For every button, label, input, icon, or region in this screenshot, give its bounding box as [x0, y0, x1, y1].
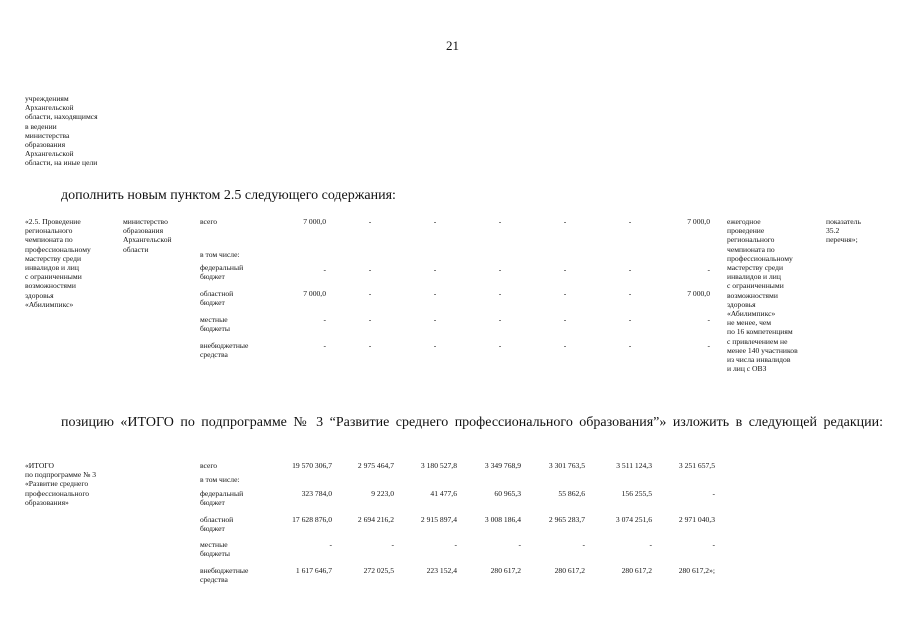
total-source-federal: федеральный бюджет [200, 489, 244, 508]
item-value-r4-c3: - [433, 315, 437, 324]
item-result: ежегодное проведение регионального чемпионата по профессиональному мастерству среди инвалидов и лиц с ограниченными возможностями здоровья «Абилимпикс» не менее, чем по 16 компетенциям с привлечением не менее 140 участников из числа инвалидов и лиц с ОВЗ [727, 217, 798, 374]
item-value-r2-c3: - [433, 265, 437, 274]
total-value-r1-c2: 2 975 464,7 [357, 461, 394, 470]
total-value-r3-c1: 17 628 876,0 [292, 515, 332, 524]
item-value-r2-c5: - [563, 265, 567, 274]
total-source-extrabudget: внебюджетные средства [200, 566, 249, 585]
item-source-including: в том числе: [200, 250, 240, 259]
item-value-r5-c1: - [323, 341, 326, 350]
item-source-regional: областной бюджет [200, 289, 234, 308]
total-value-r4-c4: - [518, 540, 521, 549]
item-value-r3-c3: - [433, 289, 437, 298]
total-value-r1-c3: 3 180 527,8 [420, 461, 457, 470]
total-value-r5-c6: 280 617,2 [621, 566, 652, 575]
paragraph-add-item: дополнить новым пунктом 2.5 следующего содержания: [61, 188, 396, 203]
item-value-r1-c6: - [628, 217, 632, 226]
item-value-r3-c4: - [498, 289, 502, 298]
total-value-r3-c4: 3 008 186,4 [484, 515, 521, 524]
item-value-r1-c1: 7 000,0 [303, 217, 326, 226]
item-value-r1-c5: - [563, 217, 567, 226]
item-value-r3-c5: - [563, 289, 567, 298]
item-value-r5-c5: - [563, 341, 567, 350]
page-number: 21 [446, 38, 459, 53]
item-source-local: местные бюджеты [200, 315, 230, 334]
item-value-r2-c4: - [498, 265, 502, 274]
item-value-r5-c4: - [498, 341, 502, 350]
item-value-r4-c2: - [368, 315, 372, 324]
item-value-r4-c7: - [707, 315, 710, 324]
item-executor: министерство образования Архангельской области [123, 217, 172, 254]
total-value-r3-c3: 2 915 897,4 [420, 515, 457, 524]
item-value-r4-c4: - [498, 315, 502, 324]
item-value-r3-c6: - [628, 289, 632, 298]
total-value-r4-c3: - [454, 540, 457, 549]
total-value-r5-c5: 280 617,2 [554, 566, 585, 575]
total-value-r1-c5: 3 301 763,5 [548, 461, 585, 470]
total-source-including: в том числе: [200, 475, 240, 484]
total-source-regional: областной бюджет [200, 515, 234, 534]
item-value-r5-c6: - [628, 341, 632, 350]
total-value-r2-c2: 9 223,0 [371, 489, 394, 498]
item-source-federal: федеральный бюджет [200, 263, 244, 282]
total-value-r2-c1: 323 784,0 [301, 489, 332, 498]
total-value-r2-c5: 55 862,6 [558, 489, 585, 498]
item-indicator: показатель 35.2 перечня»; [826, 217, 861, 245]
paragraph-replace-total: позицию «ИТОГО по подпрограмме № 3 “Развитие среднего профессионального образования”» изложить в следующей редакции: [61, 415, 883, 430]
total-value-r1-c4: 3 349 768,9 [484, 461, 521, 470]
item-value-r2-c7: - [707, 265, 710, 274]
item-value-r1-c3: - [433, 217, 437, 226]
item-value-r2-c2: - [368, 265, 372, 274]
total-value-r5-c3: 223 152,4 [426, 566, 457, 575]
total-value-r4-c7: - [712, 540, 715, 549]
total-value-r1-c6: 3 511 124,3 [616, 461, 652, 470]
total-value-r5-c2: 272 025,5 [363, 566, 394, 575]
item-value-r2-c6: - [628, 265, 632, 274]
item-value-r2-c1: - [323, 265, 326, 274]
total-value-r2-c3: 41 477,6 [430, 489, 457, 498]
total-value-r5-c7: 280 617,2»; [678, 566, 715, 575]
total-value-r3-c7: 2 971 040,3 [678, 515, 715, 524]
item-value-r4-c5: - [563, 315, 567, 324]
total-value-r5-c4: 280 617,2 [490, 566, 521, 575]
item-value-r1-c7: 7 000,0 [687, 217, 710, 226]
total-source-local: местные бюджеты [200, 540, 230, 559]
total-value-r4-c5: - [582, 540, 585, 549]
item-value-r3-c7: 7 000,0 [687, 289, 710, 298]
item-value-r3-c2: - [368, 289, 372, 298]
total-value-r4-c2: - [391, 540, 394, 549]
item-value-r5-c3: - [433, 341, 437, 350]
item-value-r4-c1: - [323, 315, 326, 324]
total-value-r1-c7: 3 251 657,5 [678, 461, 715, 470]
total-value-r5-c1: 1 617 646,7 [295, 566, 332, 575]
item-value-r5-c7: - [707, 341, 710, 350]
total-value-r2-c7: - [712, 489, 715, 498]
total-value-r3-c5: 2 965 283,7 [548, 515, 585, 524]
item-value-r3-c1: 7 000,0 [303, 289, 326, 298]
total-value-r2-c4: 60 965,3 [494, 489, 521, 498]
total-value-r4-c6: - [649, 540, 652, 549]
total-name: «ИТОГО по подпрограмме № 3 «Развитие среднего профессионального образования» [25, 461, 97, 507]
item-name: «2.5. Проведение регионального чемпионата по профессиональному мастерству среди инвалидов и лиц с ограниченными возможностями здоровья «Абилимпикс» [25, 217, 91, 309]
total-value-r3-c2: 2 694 216,2 [357, 515, 394, 524]
total-source-total: всего [200, 461, 218, 470]
item-source-extrabudget: внебюджетные средства [200, 341, 249, 360]
total-value-r3-c6: 3 074 251,6 [615, 515, 652, 524]
item-value-r5-c2: - [368, 341, 372, 350]
previous-row-tail: учреждениям Архангельской области, находящимся в ведении министерства образования Архангельской области, на иные цели [25, 94, 98, 168]
item-value-r1-c2: - [368, 217, 372, 226]
total-value-r1-c1: 19 570 306,7 [292, 461, 332, 470]
item-value-r1-c4: - [498, 217, 502, 226]
item-source-total: всего [200, 217, 218, 226]
total-value-r2-c6: 156 255,5 [621, 489, 652, 498]
item-value-r4-c6: - [628, 315, 632, 324]
total-value-r4-c1: - [329, 540, 332, 549]
